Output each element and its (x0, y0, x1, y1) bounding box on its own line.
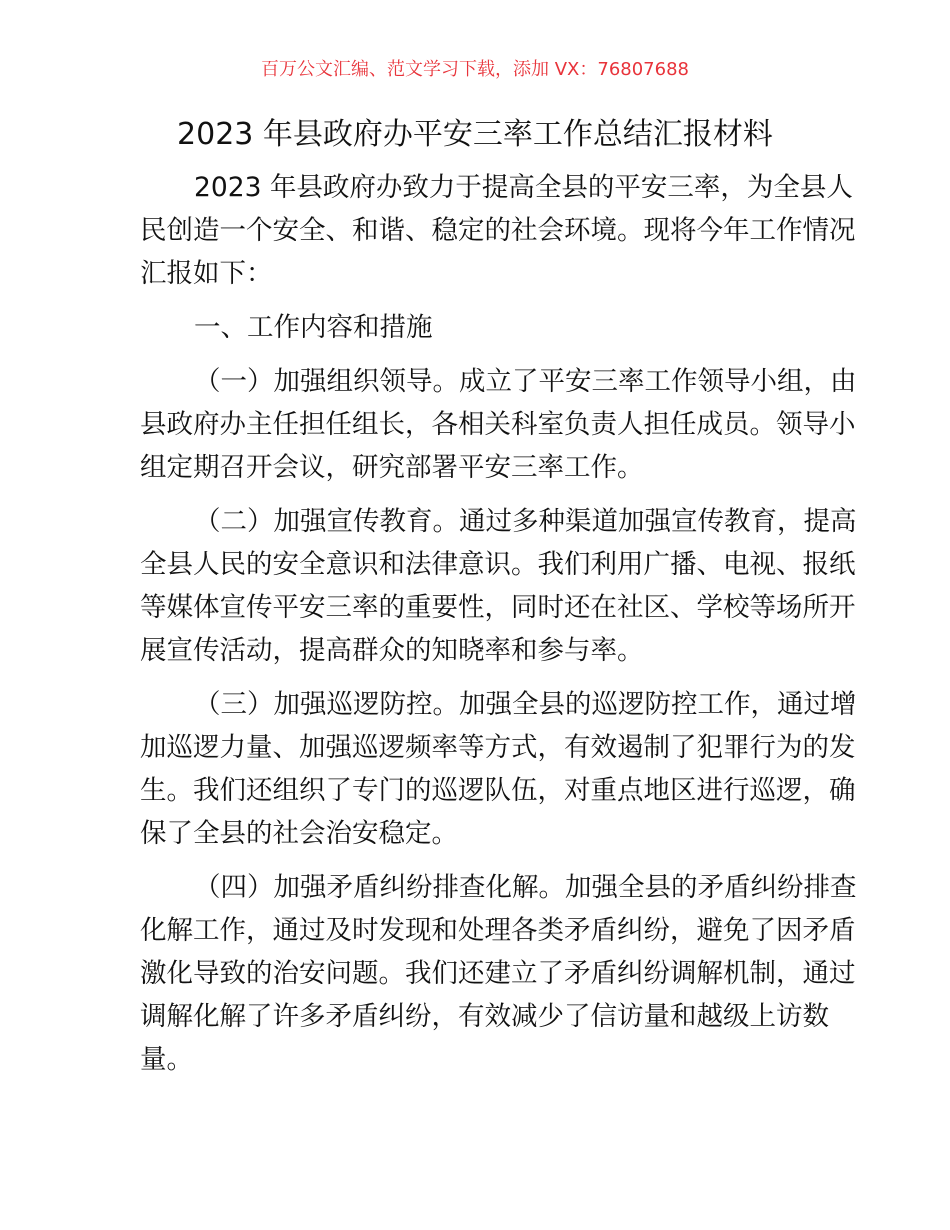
text-line: 加巡逻力量、加强巡逻频率等方式，有效遏制了犯罪行为的发 (140, 732, 856, 763)
text-line: 激化导致的治安问题。我们还建立了矛盾纠纷调解机制，通过 (140, 958, 856, 989)
watermark-banner: 百万公文汇编、范文学习下载，添加 VX：76807688 (261, 59, 689, 80)
text-line: 组定期召开会议，研究部署平安三率工作。 (140, 452, 644, 483)
section-heading (140, 306, 812, 349)
text-line: 调解化解了许多矛盾纠纷，有效减少了信访量和越级上访数 (140, 1001, 829, 1032)
text-line: 县政府办主任担任组长，各相关科室负责人担任成员。领导小 (140, 409, 856, 440)
text-line: 生。我们还组织了专门的巡逻队伍，对重点地区进行巡逻，确 (140, 775, 856, 806)
paragraph (140, 683, 857, 855)
text-line: 民创造一个安全、和谐、稳定的社会环境。现将今年工作情况 (140, 215, 856, 246)
text-line: 全县人民的安全意识和法律意识。我们利用广播、电视、报纸 (140, 549, 856, 580)
paragraph (140, 500, 857, 672)
text-line: 化解工作，通过及时发现和处理各类矛盾纠纷，避免了因矛盾 (140, 915, 856, 946)
document-title: 2023 年县政府办平安三率工作总结汇报材料 (177, 117, 773, 152)
text-line: 汇报如下： (140, 258, 273, 289)
text-line: （二）加强宣传教育。通过多种渠道加强宣传教育，提高 (194, 506, 857, 537)
text-line: 2023 年县政府办致力于提高全县的平安三率，为全县人 (194, 172, 853, 203)
text-line: 等媒体宣传平安三率的重要性，同时还在社区、学校等场所开 (140, 592, 856, 623)
paragraph (140, 166, 856, 295)
text-line: （一）加强组织领导。成立了平安三率工作领导小组，由 (194, 366, 857, 397)
text-line: 保了全县的社会治安稳定。 (140, 818, 458, 849)
text-line: （四）加强矛盾纠纷排查化解。加强全县的矛盾纠纷排查 (194, 872, 857, 903)
text-line: 一、工作内容和措施 (194, 312, 433, 343)
text-line: 量。 (140, 1044, 193, 1075)
text-line: （三）加强巡逻防控。加强全县的巡逻防控工作，通过增 (194, 689, 857, 720)
text-line: 展宣传活动，提高群众的知晓率和参与率。 (140, 635, 644, 666)
paragraph (140, 866, 857, 1081)
paragraph (140, 360, 857, 489)
document-body (140, 166, 857, 1092)
